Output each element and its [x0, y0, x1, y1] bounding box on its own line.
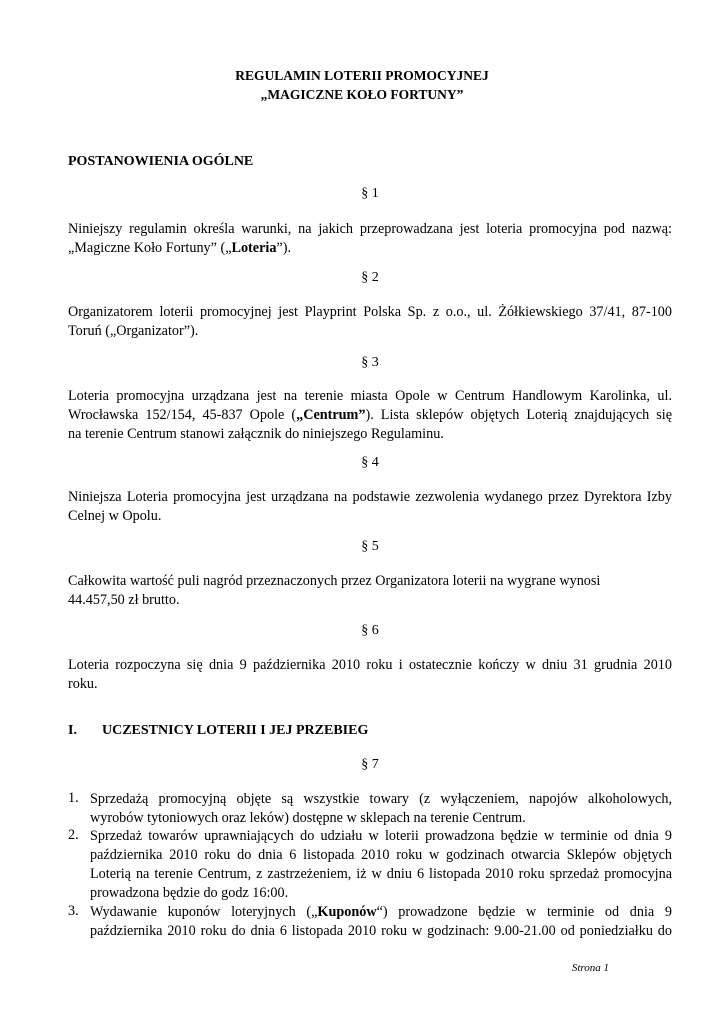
list-item-line: Sprzedaż towarów uprawniających do udziału w loterii prowadzona będzie w terminie od dnia 9	[90, 828, 672, 844]
paragraph-4-line: Celnej w Opolu.	[68, 508, 162, 524]
list-item	[90, 827, 672, 903]
paragraph-5-text	[68, 572, 672, 610]
paragraph-sign-2: § 2	[361, 270, 379, 285]
paragraph-2-line: Toruń („Organizator”).	[68, 323, 199, 339]
paragraph-4-text	[68, 488, 672, 526]
paragraph-1-line: „Magiczne Koło Fortuny” („Loteria”).	[68, 240, 291, 256]
paragraph-5-line: Całkowita wartość puli nagród przeznaczonych przez Organizatora loterii na wygrane wynosi	[68, 573, 601, 589]
list-item-number: 1.	[68, 790, 79, 806]
list-item-number: 3.	[68, 903, 79, 919]
paragraph-2-line: Organizatorem loterii promocyjnej jest Playprint Polska Sp. z o.o., ul. Żółkiewskiego 37/41, 87-100	[68, 304, 672, 320]
paragraph-2-text	[68, 303, 672, 341]
list-item-line: października 2010 roku do dnia 6 listopada 2010 roku w godzinach: 9.00-21.00 od poniedziałku do	[90, 923, 672, 939]
paragraph-6-line: Loteria rozpoczyna się dnia 9 października 2010 roku i ostatecznie kończy w dniu 31 grudnia 2010	[68, 657, 672, 673]
paragraph-6-line: roku.	[68, 676, 98, 692]
paragraph-6-text	[68, 656, 672, 694]
paragraph-3-line: Loteria promocyjna urządzana jest na terenie miasta Opole w Centrum Handlowym Karolinka, ul.	[68, 388, 672, 404]
list-item-line: października 2010 roku do dnia 6 listopada 2010 roku w godzinach otwarcia Sklepów objętych	[90, 847, 672, 863]
centrum-term: „Centrum”	[296, 407, 366, 423]
paragraph-3-text	[68, 387, 672, 444]
document-title-line2: „MAGICZNE KOŁO FORTUNY”	[260, 87, 464, 102]
list-item-line: wyrobów tytoniowych oraz leków) dostępne w sklepach na terenie Centrum.	[90, 810, 526, 826]
paragraph-1-text	[68, 220, 672, 258]
list-item-number: 2.	[68, 827, 79, 843]
list-item	[90, 903, 672, 941]
list-item-line: Loterią na terenie Centrum, z zastrzeżeniem, iż w dniu 6 listopada 2010 roku sprzedaż promocyjna	[90, 866, 672, 882]
section-title: UCZESTNICY LOTERII I JEJ PRZEBIEG	[102, 723, 369, 738]
list-item	[90, 790, 672, 828]
paragraph-sign-5: § 5	[361, 539, 379, 554]
paragraph-3-line: Wrocławska 152/154, 45-837 Opole („Centrum”). Lista sklepów objętych Loterią znajdujących się	[68, 407, 672, 423]
list-item-line: Sprzedażą promocyjną objęte są wszystkie towary (z wyłączeniem, napojów alkoholowych,	[90, 791, 672, 807]
paragraph-4-line: Niniejsza Loteria promocyjna jest urządzana na podstawie zezwolenia wydanego przez Dyrektora Izby	[68, 489, 672, 505]
page-number-footer: Strona 1	[571, 962, 609, 974]
general-provisions-heading: POSTANOWIENIA OGÓLNE	[68, 154, 254, 169]
loteria-term: Loteria	[231, 240, 277, 256]
paragraph-sign-4: § 4	[361, 455, 379, 470]
kupony-term: Kuponów	[317, 904, 377, 920]
paragraph-5-line: 44.457,50 zł brutto.	[68, 592, 180, 608]
paragraph-sign-6: § 6	[361, 623, 379, 638]
paragraph-sign-7: § 7	[361, 757, 379, 772]
paragraph-1-line: Niniejszy regulamin określa warunki, na jakich przeprowadzana jest loteria promocyjna pod nazwą:	[68, 221, 672, 237]
paragraph-sign-3: § 3	[361, 355, 379, 370]
paragraph-sign-1: § 1	[361, 186, 379, 201]
paragraph-3-line: na terenie Centrum stanowi załącznik do niniejszego Regulaminu.	[68, 426, 444, 442]
list-item-line: prowadzona będzie do godz 16:00.	[90, 885, 289, 901]
section-number: I.	[68, 723, 77, 738]
list-item-line: Wydawanie kuponów loteryjnych („Kuponów“) prowadzone będzie w terminie od dnia 9	[90, 904, 672, 920]
document-title-line1: REGULAMIN LOTERII PROMOCYJNEJ	[235, 68, 489, 83]
